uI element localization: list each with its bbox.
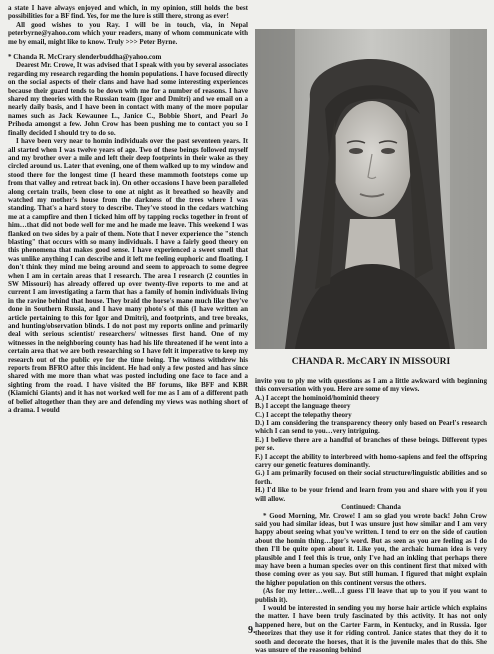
paragraph: invite you to ply me with questions as I am a little awkward with beginning this conversation with you. Here are some of my views.	[255, 377, 487, 394]
portrait-photo	[255, 29, 487, 349]
paragraph: I have been very near to homin individuals over the past seventeen years. It all started when I was twelve years of age. Two of these beings followed myself and my brother over a mile and left their deep footprints in their wake as they circled around us. Later that evening, one of them walked up to my window and stood there for the longest time (I heard these mammoth footsteps come up from that valley and retreat back in). On other occasions I have been paralleled along certain trails, been close to one at night as it breathed so heavily and watched my mother's house from the darkness of the trees where I was standing. That's a hard story to describe. They've stood in the cedars watching me at a campfire and then I ticked him off by tapping rocks together in front of him…that did not bode well for me and he made me leave. This weekend I was flanked on two sides by a pair of them. Note that I never experience the "stench blasting" that occurs with so many individuals. I have a fairly good theory on this phenomena that makes good sense. I have experienced a sweet smell that was unlike anything I can describe and it left me feeling euphoric and floating. I don't think they mind me being around and seem to approach to some degree when I am in certain areas that I research. The area I research (2 counties in SW Missouri) has already offered up over twenty-five reports to me and at current I am investigating a farm that has a family of homin individuals living in the ravine behind that house. They braid the horse's mane much like they've done in Southern Russia, and I have many photo's of this (I have written an article pertaining to this for Igor and Dmitri), and footprints, and tree breaks, and hunting/observation blinds. I do not post my reports online and primarily deal with serious scientist/ researchers/ witnesses first hand. One of my witnesses in the neighboring county has had his life threatened if he went into a certain area that we are both researching so I have felt it imperative to keep my research out of the public eye for the time being. The witness withdrew his reports from BFRO after this incident. He had only a few posted and has since shared with me more than what was posted including one face to face and a sighting from the road. I have visited the BF forums, like BFF and KBR (Kiamichi Giants) and it has not worked well for me as I am of a different path of belief altogether than they are and defending my views was nothing short of a drama. I would	[8, 137, 249, 415]
paragraph: a state I have always enjoyed and which, in my opinion, still holds the best possibilities for a BF find. Yes, for me the lure is still there, strong as ever!	[8, 4, 248, 21]
list-item: B.) I accept the language theory	[255, 402, 351, 411]
list-item: D.) I am considering the transparency theory only based on Pearl's research which I can send to you…very intriguing.	[255, 419, 487, 436]
paragraph: (As for my letter…well…I guess I'll leave that up to you if you want to publish it).	[255, 587, 487, 604]
list-item: F.) I accept the ability to interbreed with homo-sapiens and feel the offspring carry our genetic features dominantly.	[255, 452, 487, 470]
paragraph: * Good Morning, Mr. Crowe! I am so glad you wrote back! John Crow said you had similar ideas, but I was unsure just how similar and I am very happy about seeing what you've written. I tend to err on the side of caution about the homin thing…Igor's word. But as seen as you are feeling as I do then I'll be quite open about it. Like you, the archaic human idea is very plausible and I feel this is true, only I've had an inkling that perhaps there may have been a human species over on this continent first that mixed with those coming over as you say. But still human. I figured that might explain the higher population on this continent versus the others.	[255, 511, 487, 587]
list-item: E.) I believe there are a handful of branches of these beings. Different types per se.	[255, 435, 487, 453]
paragraph: Dearest Mr. Crowe, It was advised that I speak with you by several associates regarding my research regarding the homin populations. I have focused directly on the social aspects of their clans and have had some interesting experiences because their guard tends to be down with me for a number of reasons. I have shared my theories with the Russian team (Igor and Dmitri) and we email on a nearly daily basis, and I have been in contact with many of the more popular names such as Jack Kewaunee L., Janice C., Bobbie Short, and Pearl Jo Prihoda amongst a few. John Crow has been pushing me to contact you so I finally decided I should try to do so.	[8, 61, 248, 137]
letter-header: * Chanda R. McCrary slenderbuddha@yahoo.com	[8, 53, 162, 62]
list-item: C.) I accept the telepathy theory	[255, 410, 352, 419]
right-article-column	[255, 377, 487, 654]
list-item: H.) I'd like to be your friend and learn from you and share with you if you will allow.	[255, 486, 487, 503]
list-item: A.) I accept the hominoid/hominid theory	[255, 393, 380, 402]
list-item: G.) I am primarily focused on their social structure/linguistic abilities and so forth.	[255, 469, 487, 486]
photo-caption: CHANDA R. McCARY IN MISSOURI	[291, 357, 451, 367]
page-number: 9.	[248, 625, 256, 636]
paragraph: All good wishes to you Ray. I will be in touch, via, in Nepal peterbyrne@yahoo.com which your readers, many of whom communicate with me by email, might like to know. Truly >>> Peter Byrne.	[8, 20, 248, 46]
portrait-illustration	[255, 29, 487, 349]
left-article-column	[8, 4, 248, 636]
paragraph: I would be interested in sending you my horse hair article which explains the matter. I have been truly fascinated by this activity. It has not only happened here, but on the Carter Farm, in Kentucky, and in Russia. Igor theorizes that they use it for riding control. Janice states that they do it to sooth and decorate the horses, that it is the juvenile males that do this. She was unsure of the reasoning behind	[255, 603, 487, 654]
continued-label: Continued: Chanda	[341, 503, 401, 512]
